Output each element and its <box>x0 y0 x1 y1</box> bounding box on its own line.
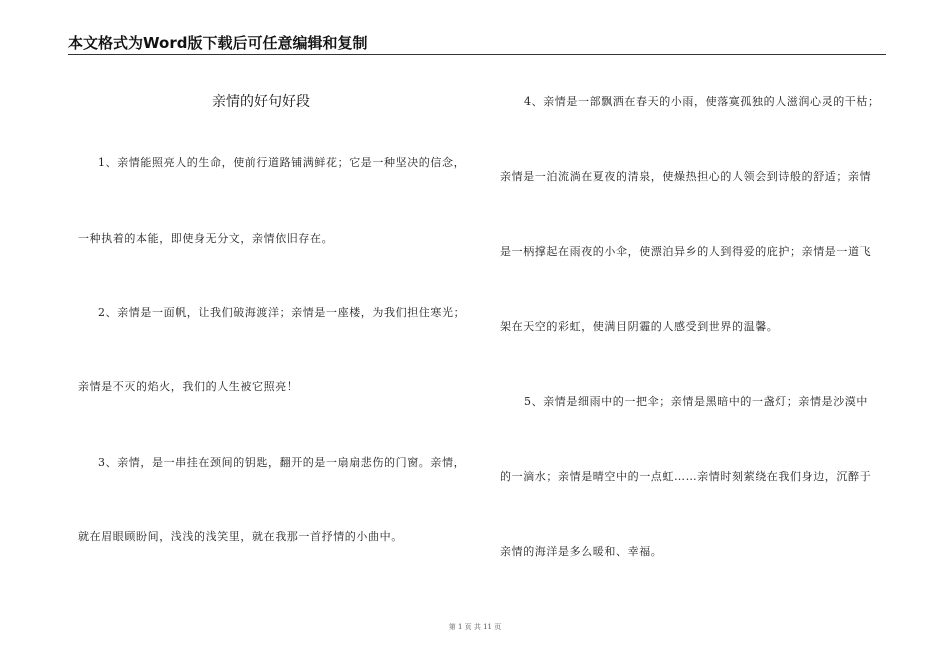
text-line: 是一柄撑起在雨夜的小伞，使漂泊异乡的人到得爱的庇护；亲情是一道飞 <box>500 245 872 258</box>
header-text: 本文格式为Word版下载后可任意编辑和复制 <box>68 34 368 52</box>
page-footer: 第 1 页 共 11 页 <box>448 623 502 631</box>
text-line: 2、亲情是一面帆，让我们破海渡洋；亲情是一座楼，为我们担住寒光； <box>98 306 466 319</box>
page-header <box>68 30 886 55</box>
text-line: 架在天空的彩虹，使满目阴霾的人感受到世界的温馨。 <box>500 320 779 333</box>
text-line: 4、亲情是一部飘洒在春天的小雨，使落寞孤独的人滋润心灵的干枯； <box>524 95 880 108</box>
document-title: 亲情的好句好段 <box>212 94 310 110</box>
text-line: 1、亲情能照亮人的生命，使前行道路铺满鲜花；它是一种坚决的信念， <box>98 156 466 169</box>
text-line: 的一滴水；亲情是晴空中的一点虹……亲情时刻萦绕在我们身边，沉醉于 <box>500 470 872 483</box>
text-line: 一种执着的本能，即使身无分文，亲情依旧存在。 <box>78 232 334 245</box>
text-line: 3、亲情，是一串挂在颈间的钥匙，翻开的是一扇扇悲伤的门窗。亲情， <box>98 456 466 469</box>
text-line: 亲情是不灭的焰火，我们的人生被它照亮！ <box>78 380 299 393</box>
text-line: 5、亲情是细雨中的一把伞；亲情是黑暗中的一盏灯；亲情是沙漠中 <box>524 395 868 408</box>
text-line: 就在眉眼顾盼间，浅浅的浅笑里，就在我那一首抒情的小曲中。 <box>78 530 403 543</box>
text-line: 亲情是一泊流淌在夏夜的清泉，使燥热担心的人领会到诗般的舒适；亲情 <box>500 170 872 183</box>
text-line: 亲情的海洋是多么暖和、幸福。 <box>500 545 663 558</box>
